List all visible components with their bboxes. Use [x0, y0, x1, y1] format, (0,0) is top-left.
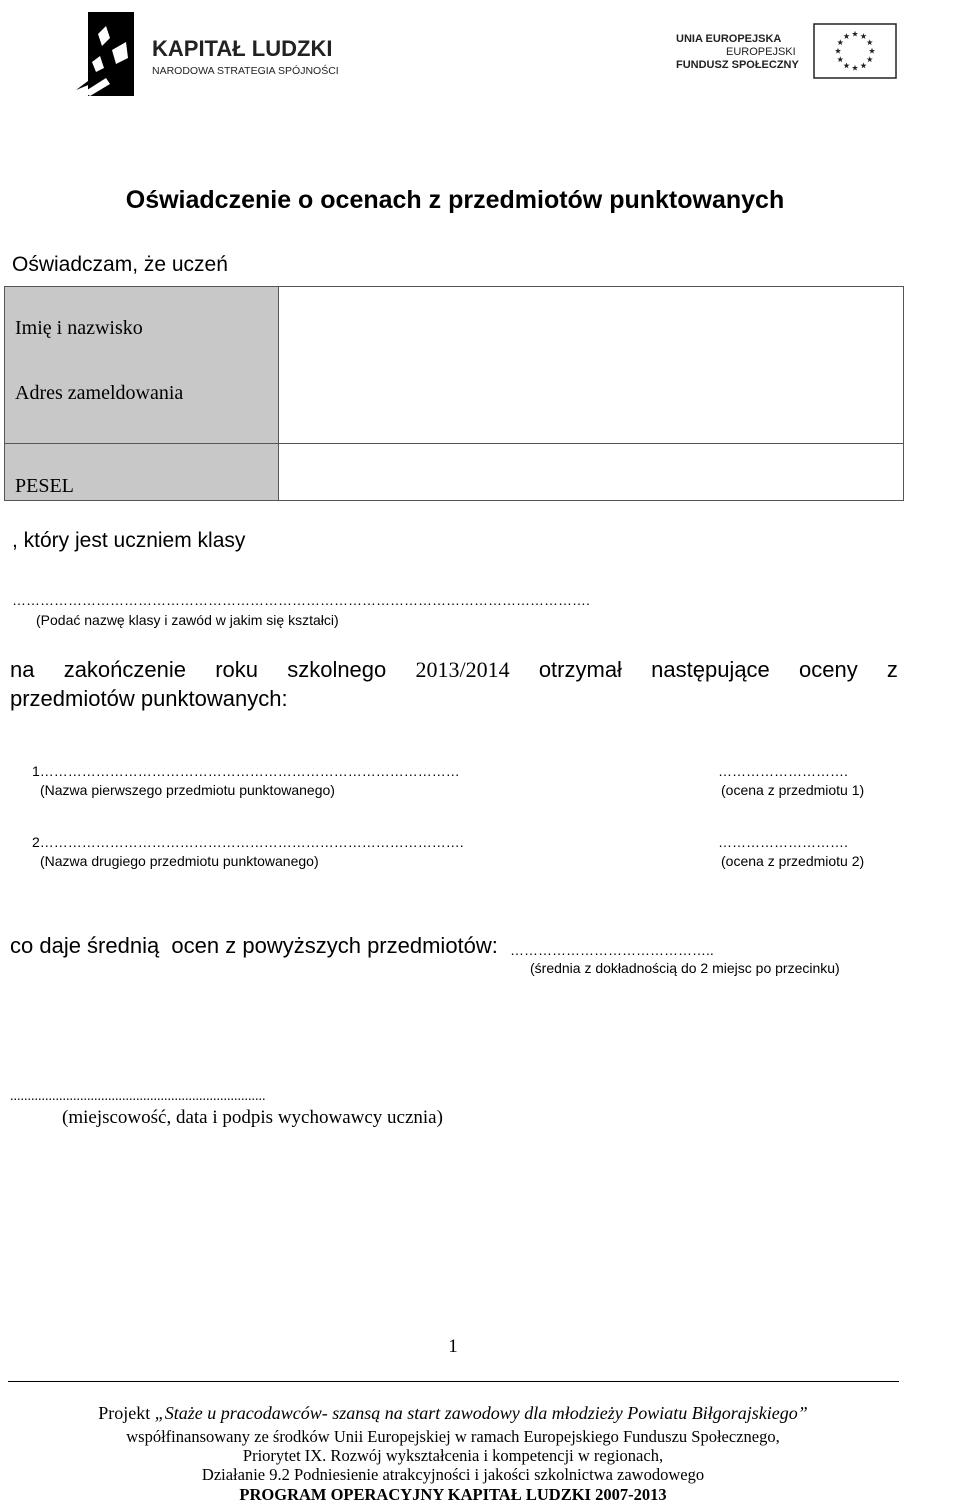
average-line: co daje średnią ocen z powyższych przedmiotów:	[10, 933, 498, 958]
footer-funding-line: współfinansowany ze środków Unii Europejskiej w ramach Europejskiego Funduszu Społecznego,	[126, 1427, 780, 1446]
class-dots: …………………………………………………………………………………………………………….	[12, 592, 590, 608]
grades-intro-line2: przedmiotów punktowanych:	[10, 686, 288, 711]
address-label: Adres zameldowania	[15, 382, 184, 404]
footer-project-prefix: Projekt	[98, 1403, 155, 1423]
grades-word: na	[10, 657, 35, 682]
subject-2-hint: (Nazwa drugiego przedmiotu punktowanego)	[40, 853, 319, 869]
subject-1-field[interactable]: 1………………………………………………………………………………	[32, 763, 460, 779]
pesel-label-cell	[5, 444, 279, 501]
school-year: 2013/2014	[415, 657, 510, 682]
kapital-ludzki-logo	[76, 12, 366, 100]
footer-project-title: „Staże u pracodawców- szansą na start zawodowy dla młodzieży Powiatu Biłgorajskiego”	[154, 1403, 808, 1423]
average-hint: (średnia z dokładnością do 2 miejsc po przecinku)	[530, 960, 840, 976]
document-title: Oświadczenie o ocenach z przedmiotów punktowanych	[125, 186, 785, 214]
eu-logo-line3: FUNDUSZ SPOŁECZNY	[676, 59, 799, 71]
name-address-field[interactable]	[279, 287, 904, 444]
pesel-field[interactable]	[279, 444, 904, 501]
footer-project-line	[0, 1403, 906, 1424]
subject-1-grade-hint: (ocena z przedmiotu 1)	[721, 782, 865, 798]
grades-word: szkolnego	[287, 657, 387, 682]
grades-word: oceny	[799, 657, 858, 682]
eu-logo	[676, 20, 900, 82]
subject-1-grade-field[interactable]: ……………………….	[718, 763, 848, 779]
signature-field[interactable]: .........................................................................	[10, 1089, 266, 1104]
student-data-table	[4, 286, 904, 501]
signature-hint: (miejscowość, data i podpis wychowawcy ucznia)	[62, 1107, 443, 1128]
grades-intro-line1	[10, 657, 898, 683]
page-number: 1	[448, 1336, 458, 1357]
class-line: , który jest uczniem klasy	[12, 529, 246, 552]
grades-word: następujące	[651, 657, 770, 682]
footer-action-line: Działanie 9.2 Podniesienie atrakcyjności i jakości szkolnictwa zawodowego	[201, 1465, 705, 1484]
footer-program-line: PROGRAM OPERACYJNY KAPITAŁ LUDZKI 2007-2013	[239, 1485, 667, 1504]
grades-word: z	[886, 657, 898, 682]
kl-logo-title: KAPITAŁ LUDZKI	[152, 36, 333, 61]
footer-priority-line: Priorytet IX. Rozwój wykształcenia i kompetencji w regionach,	[242, 1446, 664, 1465]
eu-flag-icon	[814, 24, 896, 78]
class-hint: (Podać nazwę klasy i zawód w jakim się kształci)	[36, 612, 339, 628]
intro-text: Oświadczam, że uczeń	[12, 253, 228, 276]
pesel-label: PESEL	[15, 475, 74, 497]
label-cell-group	[5, 287, 279, 444]
grades-word: roku	[215, 657, 258, 682]
subject-1-hint: (Nazwa pierwszego przedmiotu punktowanego)	[40, 782, 335, 798]
grades-word: otrzymał	[538, 657, 622, 682]
name-label: Imię i nazwisko	[15, 317, 143, 339]
subject-2-field[interactable]: 2……………………………………………………………………………….	[32, 834, 464, 850]
kl-logo-subtitle: NARODOWA STRATEGIA SPÓJNOŚCI	[152, 65, 339, 77]
average-field[interactable]: ……………………………………..	[510, 942, 714, 958]
eu-logo-line2: EUROPEJSKI	[726, 46, 796, 58]
eu-logo-line1: UNIA EUROPEJSKA	[676, 33, 782, 45]
subject-2-grade-field[interactable]: ……………………….	[718, 834, 848, 850]
subject-2-grade-hint: (ocena z przedmiotu 2)	[721, 853, 865, 869]
footer-divider	[8, 1381, 899, 1382]
grades-word: zakończenie	[63, 657, 186, 682]
